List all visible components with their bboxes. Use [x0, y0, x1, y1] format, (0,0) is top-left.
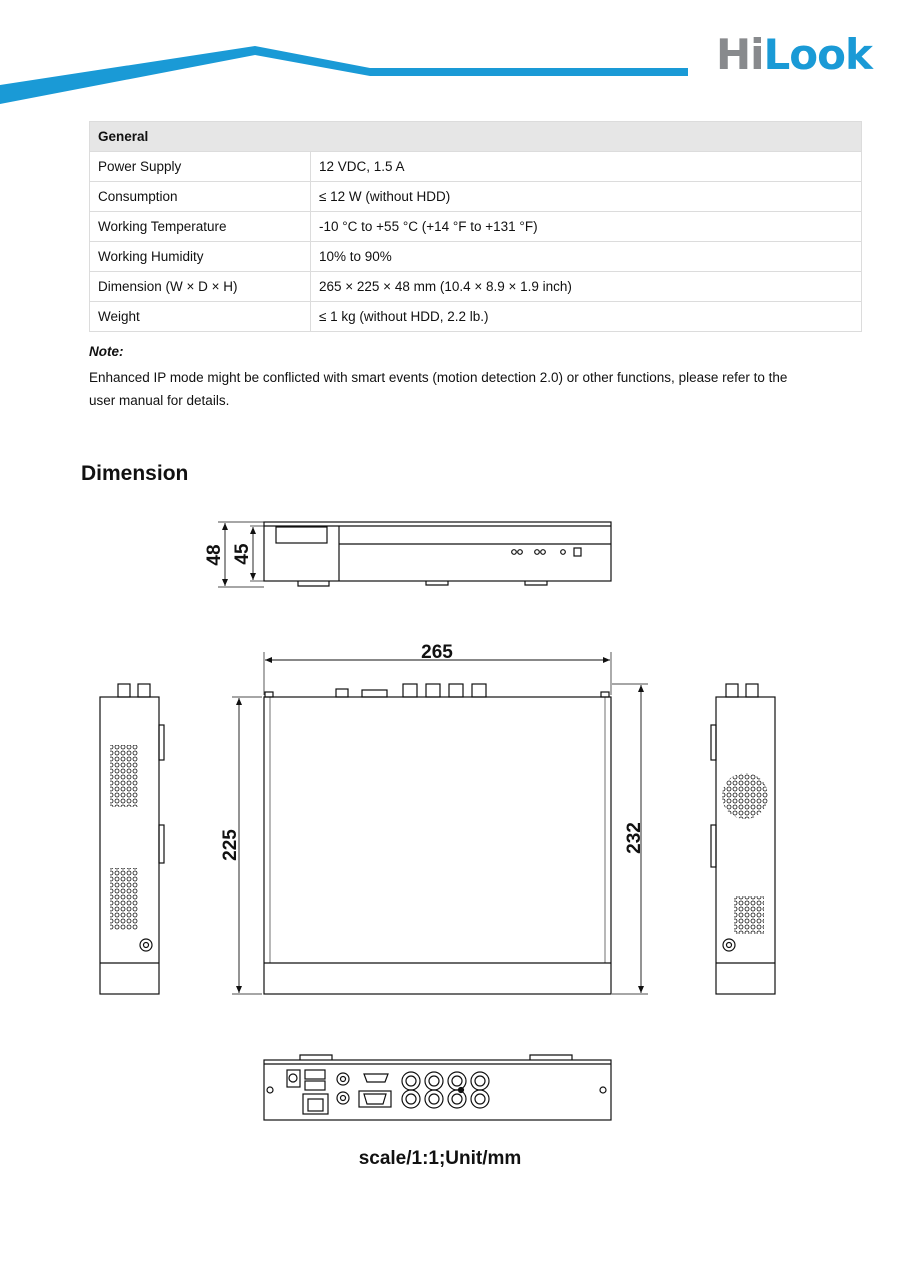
note-title: Note: — [89, 344, 124, 359]
logo-look: Look — [763, 30, 872, 79]
dim-label-height-inner: 45 — [232, 543, 253, 565]
spec-label: Consumption — [90, 182, 311, 212]
dim-label-width: 265 — [421, 642, 453, 663]
spec-value: 10% to 90% — [311, 242, 862, 272]
rear-view — [264, 1055, 611, 1120]
spec-value: 265 × 225 × 48 mm (10.4 × 8.9 × 1.9 inch) — [311, 272, 862, 302]
dim-label-height-outer: 48 — [204, 544, 225, 566]
spec-label: Working Humidity — [90, 242, 311, 272]
dim-label-depth: 225 — [220, 829, 241, 861]
front-view — [218, 522, 611, 587]
top-view — [232, 652, 648, 994]
scale-note: scale/1:1;Unit/mm — [358, 1148, 522, 1169]
spec-value: -10 °C to +55 °C (+14 °F to +131 °F) — [311, 212, 862, 242]
note-text: Enhanced IP mode might be conflicted with smart events (motion detection 2.0) or other functions, please refer to the user manual for details. — [89, 370, 788, 408]
spec-section-title: General — [90, 122, 862, 152]
spec-value: ≤ 12 W (without HDD) — [311, 182, 862, 212]
spec-label: Weight — [90, 302, 311, 332]
dimension-heading: Dimension — [81, 462, 189, 485]
right-side-view — [711, 684, 775, 994]
spec-label: Power Supply — [90, 152, 311, 182]
spec-label: Dimension (W × D × H) — [90, 272, 311, 302]
spec-value: ≤ 1 kg (without HDD, 2.2 lb.) — [311, 302, 862, 332]
dim-label-depth-total: 232 — [624, 822, 645, 854]
spec-value: 12 VDC, 1.5 A — [311, 152, 862, 182]
spec-label: Working Temperature — [90, 212, 311, 242]
logo-hi: Hi — [716, 30, 764, 79]
left-side-view — [100, 684, 164, 994]
